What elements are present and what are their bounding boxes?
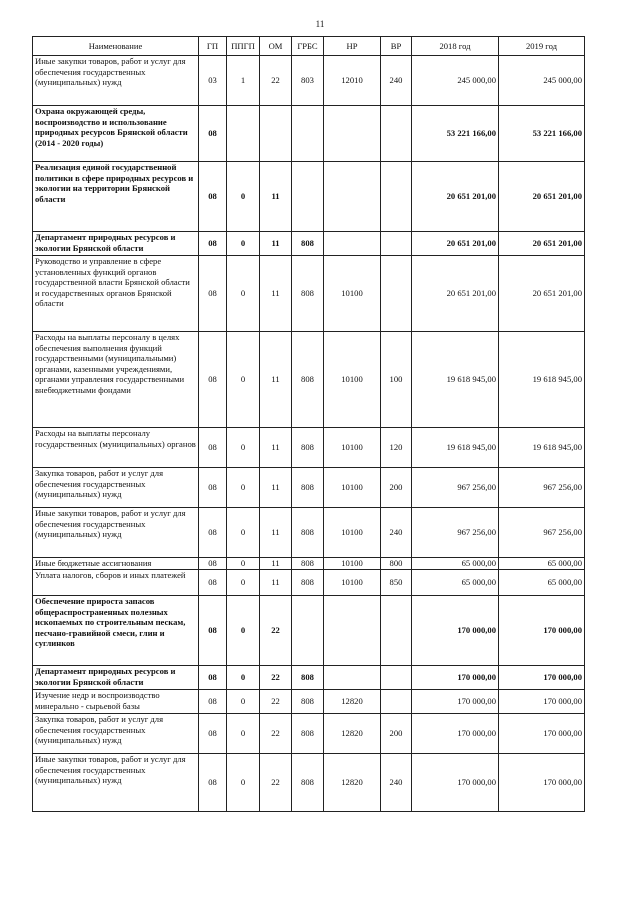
row-gp: 08 — [199, 690, 227, 714]
row-grbs: 808 — [292, 508, 324, 558]
row-nr — [324, 666, 381, 690]
row-ppgp: 0 — [227, 754, 260, 812]
row-grbs: 808 — [292, 714, 324, 754]
row-amount-y2018: 967 256,00 — [412, 508, 499, 558]
row-ppgp: 0 — [227, 162, 260, 232]
row-ppgp: 0 — [227, 714, 260, 754]
row-gp: 03 — [199, 56, 227, 106]
row-amount-y2019: 170 000,00 — [499, 714, 585, 754]
row-amount-y2018: 19 618 945,00 — [412, 428, 499, 468]
table-row — [33, 714, 585, 754]
row-nr: 10100 — [324, 468, 381, 508]
row-gp: 08 — [199, 256, 227, 332]
row-vr — [381, 162, 412, 232]
row-amount-y2019: 19 618 945,00 — [499, 428, 585, 468]
row-ppgp: 0 — [227, 428, 260, 468]
row-vr: 200 — [381, 468, 412, 508]
row-om: 11 — [260, 256, 292, 332]
row-om: 11 — [260, 428, 292, 468]
table-row — [33, 56, 585, 106]
row-gp: 08 — [199, 162, 227, 232]
row-amount-y2018: 20 651 201,00 — [412, 256, 499, 332]
row-grbs: 808 — [292, 232, 324, 256]
row-amount-y2019: 20 651 201,00 — [499, 256, 585, 332]
row-amount-y2019: 170 000,00 — [499, 690, 585, 714]
row-name: Обеспечение прироста запасов общераспространенных полезных ископаемых по строительным пескам, песчано-гравийной смеси, глин и суглинков — [33, 596, 199, 666]
row-gp: 08 — [199, 570, 227, 596]
row-om: 22 — [260, 754, 292, 812]
row-om — [260, 106, 292, 162]
row-amount-y2019: 967 256,00 — [499, 468, 585, 508]
row-nr: 10100 — [324, 428, 381, 468]
table-row — [33, 690, 585, 714]
row-om: 11 — [260, 558, 292, 570]
table-row — [33, 666, 585, 690]
row-name: Закупка товаров, работ и услуг для обеспечения государственных (муниципальных) нужд — [33, 468, 199, 508]
row-amount-y2019: 967 256,00 — [499, 508, 585, 558]
row-amount-y2019: 65 000,00 — [499, 558, 585, 570]
row-amount-y2019: 245 000,00 — [499, 56, 585, 106]
row-gp: 08 — [199, 332, 227, 428]
table-row — [33, 596, 585, 666]
row-nr: 10100 — [324, 558, 381, 570]
row-vr: 240 — [381, 56, 412, 106]
row-amount-y2018: 967 256,00 — [412, 468, 499, 508]
row-grbs — [292, 106, 324, 162]
row-amount-y2019: 170 000,00 — [499, 754, 585, 812]
row-om: 22 — [260, 56, 292, 106]
row-name: Иные бюджетные ассигнования — [33, 558, 199, 570]
table-body — [33, 56, 585, 812]
row-amount-y2019: 53 221 166,00 — [499, 106, 585, 162]
row-grbs: 808 — [292, 256, 324, 332]
row-ppgp: 0 — [227, 666, 260, 690]
row-name: Иные закупки товаров, работ и услуг для обеспечения государственных (муниципальных) нужд — [33, 754, 199, 812]
row-amount-y2019: 20 651 201,00 — [499, 232, 585, 256]
column-header: НР — [324, 37, 381, 56]
row-grbs: 808 — [292, 754, 324, 812]
row-name: Изучение недр и воспроизводство минерально - сырьевой базы — [33, 690, 199, 714]
row-vr — [381, 690, 412, 714]
row-ppgp: 0 — [227, 690, 260, 714]
row-gp: 08 — [199, 754, 227, 812]
row-gp: 08 — [199, 558, 227, 570]
row-grbs: 808 — [292, 666, 324, 690]
row-nr: 10100 — [324, 570, 381, 596]
row-amount-y2019: 19 618 945,00 — [499, 332, 585, 428]
row-om: 22 — [260, 714, 292, 754]
row-name: Иные закупки товаров, работ и услуг для обеспечения государственных (муниципальных) нужд — [33, 508, 199, 558]
row-grbs: 808 — [292, 332, 324, 428]
row-om: 11 — [260, 332, 292, 428]
row-ppgp: 0 — [227, 468, 260, 508]
row-gp: 08 — [199, 596, 227, 666]
row-nr: 10100 — [324, 508, 381, 558]
row-nr — [324, 106, 381, 162]
row-amount-y2018: 19 618 945,00 — [412, 332, 499, 428]
row-om: 11 — [260, 468, 292, 508]
row-grbs: 808 — [292, 558, 324, 570]
row-name: Иные закупки товаров, работ и услуг для обеспечения государственных (муниципальных) нужд — [33, 56, 199, 106]
column-header: ППГП — [227, 37, 260, 56]
row-name: Реализация единой государственной политики в сфере природных ресурсов и экологии на территории Брянской области — [33, 162, 199, 232]
row-name: Департамент природных ресурсов и экологии Брянской области — [33, 232, 199, 256]
row-name: Руководство и управление в сфере установленных функций органов государственной власти Брянской области и государственных органов Брянской области — [33, 256, 199, 332]
table-row — [33, 232, 585, 256]
row-ppgp: 1 — [227, 56, 260, 106]
row-vr: 120 — [381, 428, 412, 468]
row-gp: 08 — [199, 508, 227, 558]
row-grbs — [292, 596, 324, 666]
row-amount-y2018: 245 000,00 — [412, 56, 499, 106]
table-row — [33, 256, 585, 332]
table-row — [33, 468, 585, 508]
table-row — [33, 754, 585, 812]
row-vr: 850 — [381, 570, 412, 596]
row-om: 22 — [260, 666, 292, 690]
row-amount-y2019: 65 000,00 — [499, 570, 585, 596]
column-header: 2019 год — [499, 37, 585, 56]
budget-table — [32, 36, 585, 812]
table-row — [33, 106, 585, 162]
row-ppgp: 0 — [227, 332, 260, 428]
row-om: 22 — [260, 596, 292, 666]
row-om: 11 — [260, 232, 292, 256]
row-grbs: 808 — [292, 570, 324, 596]
row-vr — [381, 596, 412, 666]
row-ppgp: 0 — [227, 570, 260, 596]
row-amount-y2018: 20 651 201,00 — [412, 232, 499, 256]
row-nr: 10100 — [324, 256, 381, 332]
row-amount-y2018: 65 000,00 — [412, 558, 499, 570]
row-vr — [381, 106, 412, 162]
row-om: 11 — [260, 570, 292, 596]
row-vr: 200 — [381, 714, 412, 754]
table-row — [33, 558, 585, 570]
row-vr — [381, 666, 412, 690]
row-grbs: 808 — [292, 468, 324, 508]
row-nr: 12820 — [324, 690, 381, 714]
table-row — [33, 332, 585, 428]
row-vr: 100 — [381, 332, 412, 428]
row-gp: 08 — [199, 232, 227, 256]
row-amount-y2018: 20 651 201,00 — [412, 162, 499, 232]
row-vr — [381, 232, 412, 256]
row-om: 11 — [260, 508, 292, 558]
row-nr — [324, 596, 381, 666]
row-vr — [381, 256, 412, 332]
row-amount-y2018: 170 000,00 — [412, 666, 499, 690]
row-amount-y2018: 170 000,00 — [412, 714, 499, 754]
column-header: 2018 год — [412, 37, 499, 56]
row-nr — [324, 162, 381, 232]
row-nr — [324, 232, 381, 256]
table-row — [33, 570, 585, 596]
table-row — [33, 428, 585, 468]
row-nr: 10100 — [324, 332, 381, 428]
column-header: ОМ — [260, 37, 292, 56]
row-amount-y2018: 170 000,00 — [412, 596, 499, 666]
row-amount-y2019: 20 651 201,00 — [499, 162, 585, 232]
row-name: Департамент природных ресурсов и экологии Брянской области — [33, 666, 199, 690]
row-name: Закупка товаров, работ и услуг для обеспечения государственных (муниципальных) нужд — [33, 714, 199, 754]
row-name: Охрана окружающей среды, воспроизводство и использование природных ресурсов Брянской области (2014 - 2020 годы) — [33, 106, 199, 162]
row-ppgp: 0 — [227, 558, 260, 570]
column-header: ГП — [199, 37, 227, 56]
row-vr: 800 — [381, 558, 412, 570]
row-grbs: 803 — [292, 56, 324, 106]
table-row — [33, 508, 585, 558]
row-amount-y2018: 53 221 166,00 — [412, 106, 499, 162]
row-nr: 12010 — [324, 56, 381, 106]
row-ppgp — [227, 106, 260, 162]
row-gp: 08 — [199, 106, 227, 162]
row-nr: 12820 — [324, 714, 381, 754]
row-amount-y2018: 170 000,00 — [412, 754, 499, 812]
row-gp: 08 — [199, 468, 227, 508]
row-ppgp: 0 — [227, 596, 260, 666]
column-header: ВР — [381, 37, 412, 56]
row-ppgp: 0 — [227, 256, 260, 332]
row-om: 11 — [260, 162, 292, 232]
row-name: Расходы на выплаты персоналу государственных (муниципальных) органов — [33, 428, 199, 468]
row-vr: 240 — [381, 754, 412, 812]
row-vr: 240 — [381, 508, 412, 558]
row-amount-y2019: 170 000,00 — [499, 596, 585, 666]
row-om: 22 — [260, 690, 292, 714]
row-grbs: 808 — [292, 428, 324, 468]
table-row — [33, 162, 585, 232]
row-name: Расходы на выплаты персоналу в целях обеспечения выполнения функций государственными (муниципальными) органами, казенными учреждениями, органами управления государственными внебюджетными фондами — [33, 332, 199, 428]
row-gp: 08 — [199, 666, 227, 690]
table-header — [33, 37, 585, 56]
row-gp: 08 — [199, 428, 227, 468]
row-ppgp: 0 — [227, 508, 260, 558]
row-ppgp: 0 — [227, 232, 260, 256]
row-amount-y2018: 170 000,00 — [412, 690, 499, 714]
row-amount-y2018: 65 000,00 — [412, 570, 499, 596]
row-amount-y2019: 170 000,00 — [499, 666, 585, 690]
column-header: Наименование — [33, 37, 199, 56]
row-grbs: 808 — [292, 690, 324, 714]
row-nr: 12820 — [324, 754, 381, 812]
row-grbs — [292, 162, 324, 232]
column-header: ГРБС — [292, 37, 324, 56]
page-number: 11 — [315, 19, 325, 29]
row-gp: 08 — [199, 714, 227, 754]
row-name: Уплата налогов, сборов и иных платежей — [33, 570, 199, 596]
